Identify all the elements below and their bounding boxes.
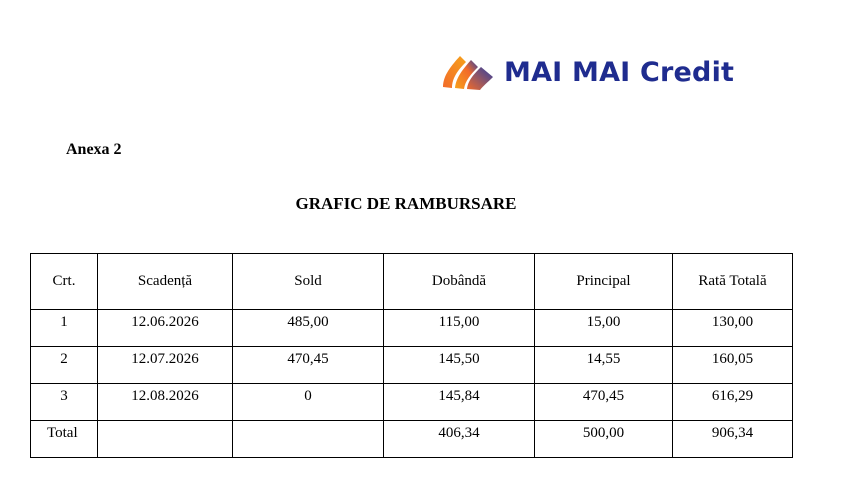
cell-due-date: 12.07.2026 bbox=[98, 347, 233, 384]
flame-stripes-logo-icon bbox=[440, 50, 496, 94]
cell-balance: 470,45 bbox=[233, 347, 384, 384]
repayment-schedule-table bbox=[30, 253, 793, 458]
cell-interest: 145,50 bbox=[384, 347, 535, 384]
cell-total-rate-sum: 906,34 bbox=[673, 421, 793, 458]
page-title: GRAFIC DE RAMBURSARE bbox=[295, 194, 517, 213]
cell-crt: 2 bbox=[31, 347, 98, 384]
cell-crt: 1 bbox=[31, 310, 98, 347]
cell-principal: 14,55 bbox=[535, 347, 673, 384]
cell-balance: 0 bbox=[233, 384, 384, 421]
column-header-total-rate: Rată Totală bbox=[673, 254, 793, 310]
cell-total-label: Total bbox=[31, 421, 98, 458]
cell-total-interest: 406,34 bbox=[384, 421, 535, 458]
cell-principal: 15,00 bbox=[535, 310, 673, 347]
cell-total-rate: 130,00 bbox=[673, 310, 793, 347]
table-row bbox=[31, 347, 793, 384]
column-header-due-date: Scadență bbox=[98, 254, 233, 310]
cell-crt: 3 bbox=[31, 384, 98, 421]
table-header-row bbox=[31, 254, 793, 310]
brand-name: MAI MAI Credit bbox=[504, 56, 735, 88]
table-row bbox=[31, 384, 793, 421]
table-total-row bbox=[31, 421, 793, 458]
cell-total-rate: 160,05 bbox=[673, 347, 793, 384]
cell-due-date: 12.06.2026 bbox=[98, 310, 233, 347]
brand-logo bbox=[440, 50, 734, 94]
column-header-crt: Crt. bbox=[31, 254, 98, 310]
cell-due-date: 12.08.2026 bbox=[98, 384, 233, 421]
cell-total-principal: 500,00 bbox=[535, 421, 673, 458]
cell-interest: 115,00 bbox=[384, 310, 535, 347]
cell-total-due-date bbox=[98, 421, 233, 458]
column-header-balance: Sold bbox=[233, 254, 384, 310]
column-header-principal: Principal bbox=[535, 254, 673, 310]
column-header-interest: Dobândă bbox=[384, 254, 535, 310]
annex-label: Anexa 2 bbox=[66, 141, 122, 158]
cell-total-rate: 616,29 bbox=[673, 384, 793, 421]
cell-balance: 485,00 bbox=[233, 310, 384, 347]
table-row bbox=[31, 310, 793, 347]
cell-principal: 470,45 bbox=[535, 384, 673, 421]
cell-interest: 145,84 bbox=[384, 384, 535, 421]
cell-total-balance bbox=[233, 421, 384, 458]
